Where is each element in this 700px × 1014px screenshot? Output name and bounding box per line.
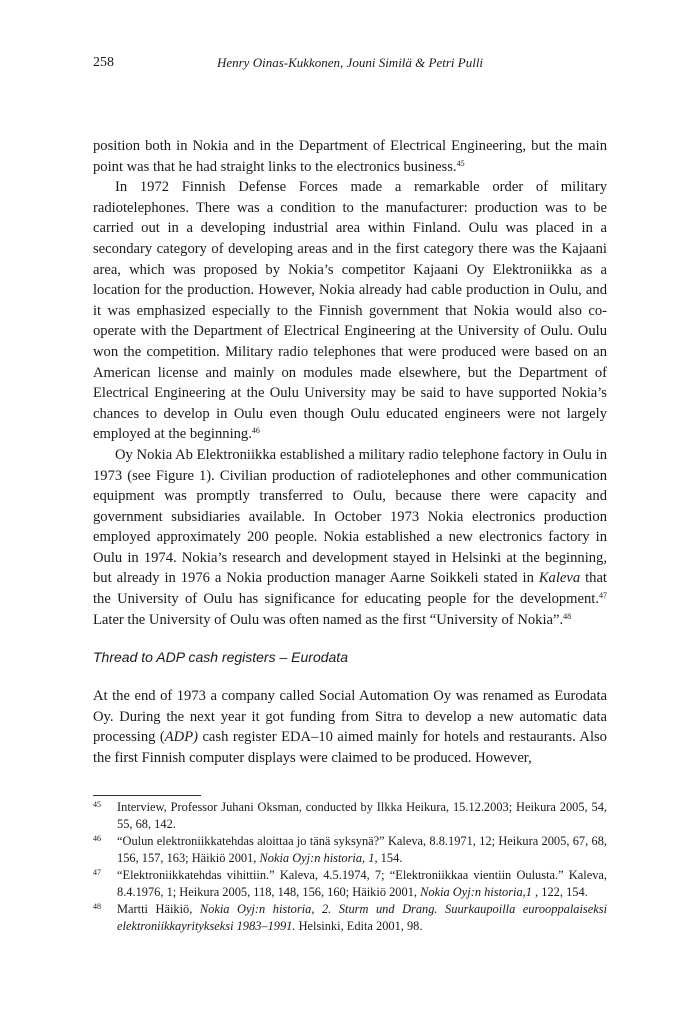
footnote-ref: 45 xyxy=(456,158,465,168)
footnote-ref: 47 xyxy=(599,591,607,601)
footnote-ref: 48 xyxy=(563,611,572,621)
paragraph-4: At the end of 1973 a company called Social Automation Oy was renamed as Eurodata Oy. During the next year it got funding from Sitra to develop a new automatic data processing (ADP) cash register EDA–10 aimed mainly for hotels and restaurants. Also the first Finnish computer displays were claimed to be produced. However, xyxy=(93,688,607,766)
footnote-48: 48 Martti Häikiö, Nokia Oyj:n historia, 2. Sturm und Drang. Suurkaupoilla eurooppalaiseksi elektroniikkayritykseksi 1983–1991. Helsinki, Edita 2001, 98. xyxy=(93,902,608,933)
footnote-47: 47 “Elektroniikkatehdas vihittiin.” Kaleva, 4.5.1974, 7; “Elektroniikkaa vientiin Oulusta.” Kaleva, 8.4.1976, 1; Heikura 2005, 118, 148, 156, 160; Häikiö 2001, Nokia Oyj:n historia,1 , 122, 154. xyxy=(93,868,607,899)
paragraph-3: Oy Nokia Ab Elektroniikka established a military radio telephone factory in Oulu in 1973 (see Figure 1). Civilian production of radiotelephones and other communication equipment was promptly transferred to Oulu, because there were capacity and government subsidiaries available. In October 1973 Nokia electronics production employed approximately 200 people. Nokia established a new electronics factory in Oulu in 1974. Nokia’s research and development stayed in Helsinki at the beginning, but already in 1976 a Nokia production manager Aarne Soikkeli stated in Kaleva that the University of Oulu has significance for educating people for the development.$^{47}$ Later the University of Oulu was often named as the first “University of Nokia”.$^{48}$ xyxy=(93,446,607,628)
section-body-text xyxy=(93,686,607,768)
page-header xyxy=(93,55,607,75)
footnote-number: 48 xyxy=(93,902,101,911)
footnotes xyxy=(93,799,607,935)
running-head: Henry Oinas-Kukkonen, Jouni Similä & Petri Pulli xyxy=(216,55,484,70)
paragraph-1: position both in Nokia and in the Department of Electrical Engineering, but the main point was that he had straight links to the electronics business.$^{45}$ xyxy=(93,138,607,175)
section-heading: Thread to ADP cash registers – Eurodata xyxy=(93,649,348,665)
footnote-45: 45 Interview, Professor Juhani Oksman, conducted by Ilkka Heikura, 15.12.2003; Heikura 2005, 54, 55, 68, 142. xyxy=(93,800,607,831)
footnote-46: 46 “Oulun elektroniikkatehdas aloittaa jo tänä syksynä?” Kaleva, 8.8.1971, 12; Heikura 2005, 67, 68, 156, 157, 163; Häikiö 2001, Nokia Oyj:n historia, 1, 154. xyxy=(93,834,607,865)
footnote-divider xyxy=(93,795,201,796)
paragraph-2: In 1972 Finnish Defense Forces made a remarkable order of military radiotelephones. There was a condition to the manufacturer: production was to be carried out in a developing industrial area within Finland. Oulu was placed in a secondary category of developing areas and in the first category there was the Kajaani area, which was proposed by Nokia’s competitor Kajaani Oy Elektroniikka as a location for the production. However, Nokia already had cable production in Oulu, and it was emphasized especially to the Finnish government that Nokia would also co-operate with the Department of Electrical Engineering at the University of Oulu. Oulu won the competition. Military radio telephones that were produced were based on an American license and mainly on modules made elsewhere, but the Department of Electrical Engineering at the Oulu University may be said to have supported Nokia’s chances to develop in Oulu even though Oulu educated engineers were not largely employed at the beginning.$^{46}$ xyxy=(93,179,607,443)
footnote-number: 45 xyxy=(93,800,101,809)
page-number: 258 xyxy=(93,55,114,70)
footnote-number: 46 xyxy=(93,834,101,843)
body-text xyxy=(93,136,607,630)
footnote-ref: 46 xyxy=(251,426,260,436)
footnote-number: 47 xyxy=(93,868,101,877)
